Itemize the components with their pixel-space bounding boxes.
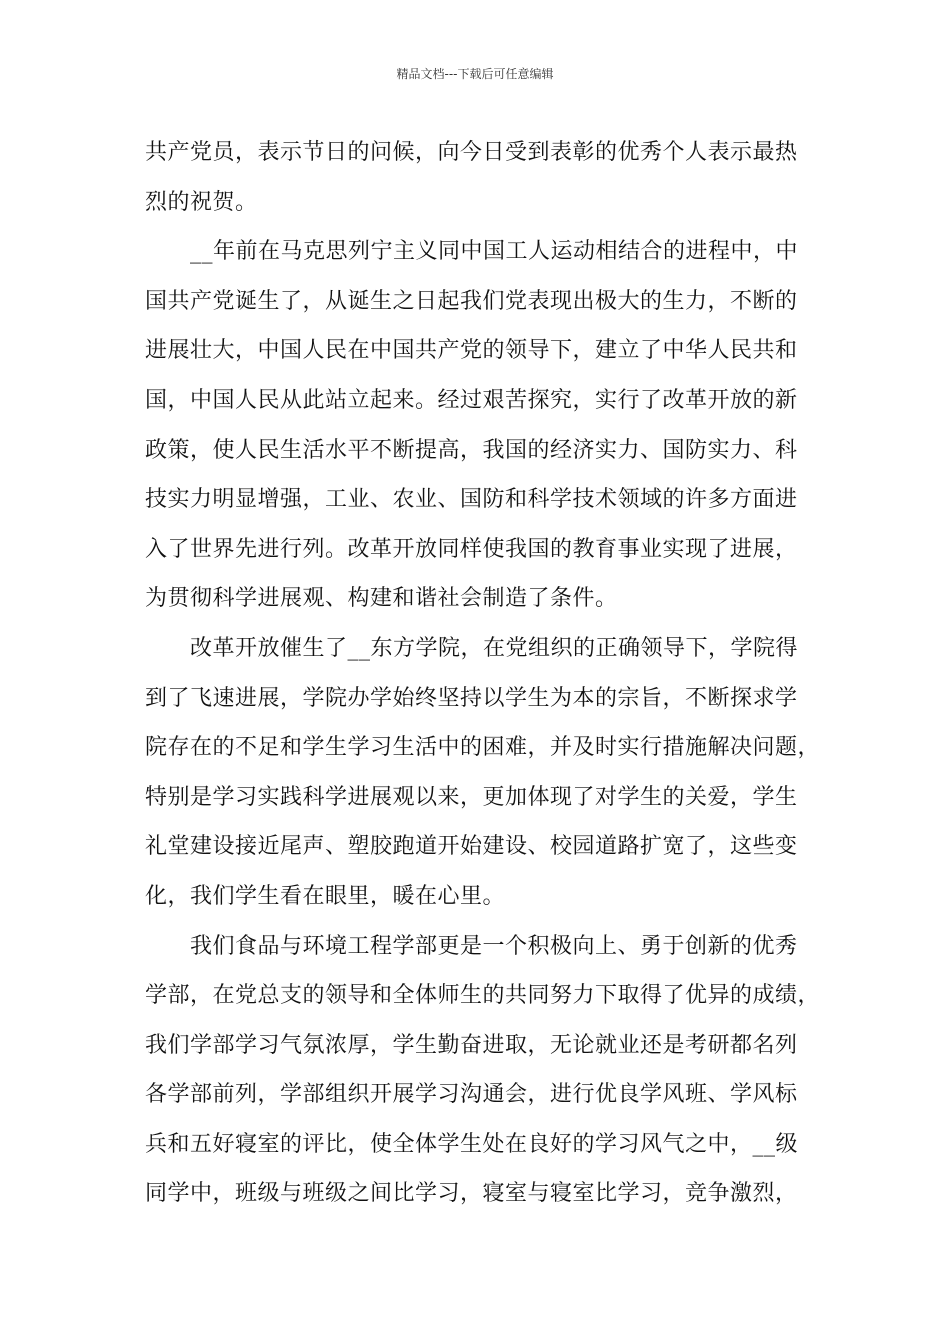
text-line: 同学中，班级与班级之间比学习，寝室与寝室比学习，竞争激烈， <box>145 1181 798 1207</box>
text-line: 各学部前列，学部组织开展学习沟通会，进行优良学风班、学风标 <box>145 1082 798 1108</box>
paragraph-start-line: 改革开放催生了__东方学院，在党组织的正确领导下，学院得 <box>190 635 799 661</box>
text-line: 为贯彻科学进展观、构建和谐社会制造了条件。 <box>145 586 618 612</box>
text-line: 国共产党诞生了，从诞生之日起我们党表现出极大的生力，不断的 <box>145 288 798 314</box>
paragraph-start-line: __年前在马克思列宁主义同中国工人运动相结合的进程中，中 <box>190 239 799 265</box>
text-line: 共产党员，表示节日的问候，向今日受到表彰的优秀个人表示最热 <box>145 140 798 165</box>
text-line: 特别是学习实践科学进展观以来，更加体现了对学生的关爱，学生 <box>145 784 798 810</box>
document-body <box>145 128 821 1219</box>
text-line: 学部，在党总支的领导和全体师生的共同努力下取得了优异的成绩， <box>145 983 821 1009</box>
text-line: 入了世界先进行列。改革开放同样使我国的教育事业实现了进展， <box>145 536 798 562</box>
text-line: 兵和五好寝室的评比，使全体学生处在良好的学习风气之中，__级 <box>145 1131 799 1157</box>
text-line: 到了飞速进展，学院办学始终坚持以学生为本的宗旨，不断探求学 <box>145 685 798 711</box>
text-line: 技实力明显增强，工业、农业、国防和科学技术领域的许多方面进 <box>145 487 798 513</box>
text-line: 化，我们学生看在眼里，暖在心里。 <box>145 883 506 909</box>
page-header: 精品文档---下载后可任意编辑 <box>396 67 554 81</box>
text-line: 进展壮大，中国人民在中国共产党的领导下，建立了中华人民共和 <box>145 338 798 364</box>
text-line: 国，中国人民从此站立起来。经过艰苦探究，实行了改革开放的新 <box>145 387 798 413</box>
text-line: 院存在的不足和学生学习生活中的困难，并及时实行措施解决问题， <box>145 735 821 761</box>
text-line: 礼堂建设接近尾声、塑胶跑道开始建设、校园道路扩宽了，这些变 <box>145 834 798 860</box>
text-line: 政策，使人民生活水平不断提高，我国的经济实力、国防实力、科 <box>145 437 798 463</box>
text-line: 烈的祝贺。 <box>145 189 258 215</box>
paragraph-start-line: 我们食品与环境工程学部更是一个积极向上、勇于创新的优秀 <box>190 933 798 959</box>
text-line: 我们学部学习气氛浓厚，学生勤奋进取，无论就业还是考研都名列 <box>145 1032 798 1058</box>
